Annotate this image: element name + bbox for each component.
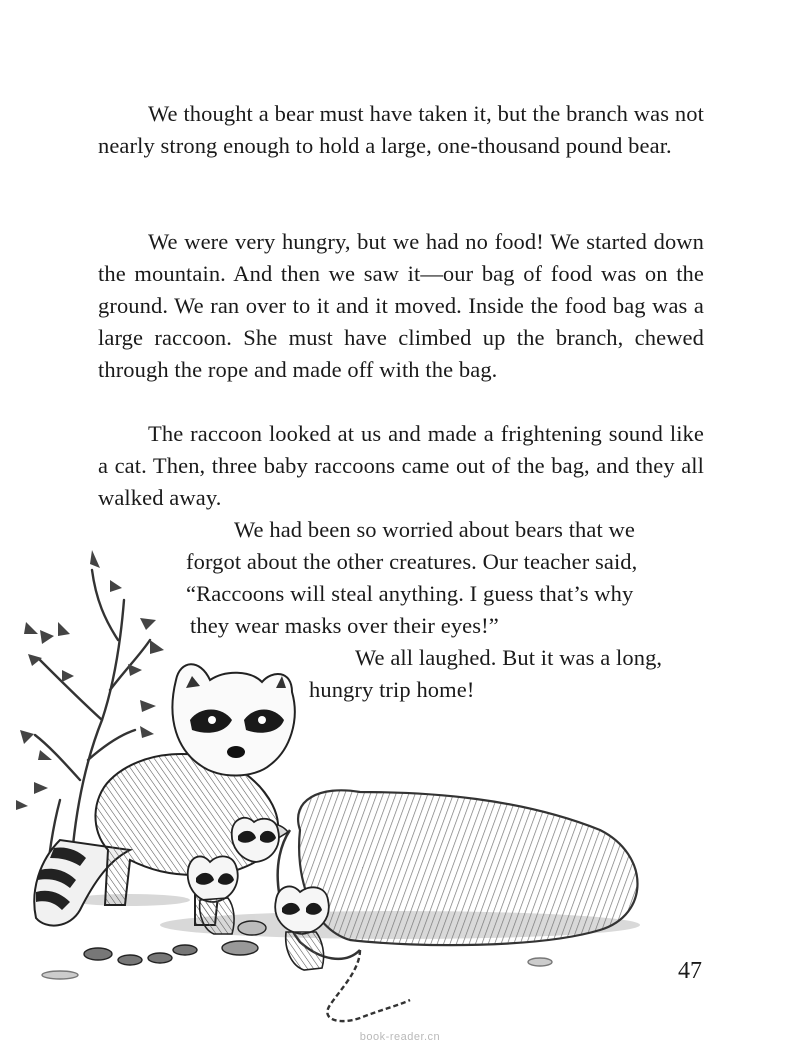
wrapped-line: hungry trip home!	[309, 677, 475, 702]
adult-raccoon	[34, 664, 294, 925]
paragraph-bear-branch: We thought a bear must have taken it, but the branch was not nearly strong enough to hold a large, one-thousand pound bear.	[98, 101, 704, 158]
wrapped-line: “Raccoons will steal anything. I guess that’s why	[186, 581, 634, 606]
paragraph-food-bag: We were very hungry, but we had no food! We started down the mountain. And then we saw it—our bag of food was on the ground. We ran over to it and it moved. Inside the food bag was a large raccoon. She must have climbed up the branch, chewed through the rope and made off with the bag.	[98, 229, 704, 382]
wrapped-line: they wear masks over their eyes!”	[190, 613, 499, 638]
wrapped-line: forgot about the other creatures. Our teacher said,	[186, 549, 638, 574]
raccoon-illustration	[0, 530, 700, 1030]
page-number: 47	[678, 958, 702, 984]
food-sack	[278, 790, 638, 1021]
wrapped-line: We all laughed. But it was a long,	[355, 645, 663, 670]
watermark: book-reader.cn	[359, 1031, 441, 1043]
paragraph-raccoon-sound: The raccoon looked at us and made a frightening sound like a cat. Then, three baby raccoons came out of the bag, and they all walked away.	[98, 421, 704, 510]
wrapped-line: We had been so worried about bears that we	[234, 517, 635, 542]
